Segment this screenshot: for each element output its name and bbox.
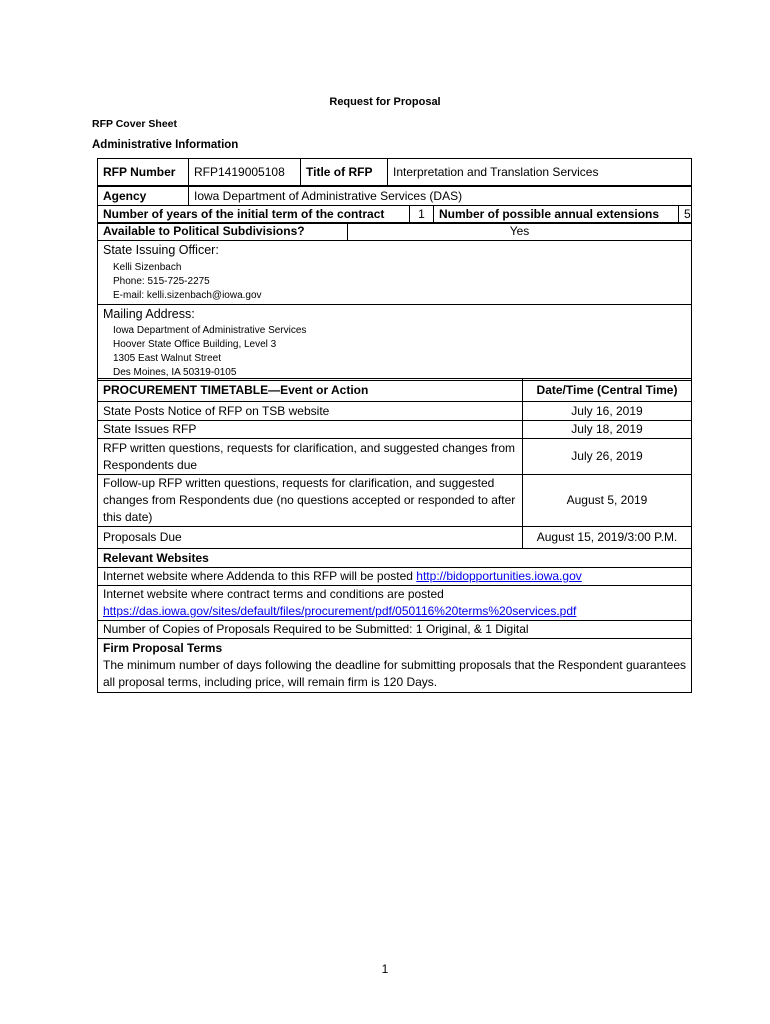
- mailing-line: Hoover State Office Building, Level 3: [113, 339, 277, 350]
- timetable-date: August 5, 2019: [523, 475, 692, 527]
- copies-text: Number of Copies of Proposals Required to be Submitted: 1 Original, & 1 Digital: [98, 621, 692, 639]
- terms-link[interactable]: https://das.iowa.gov/sites/default/files/procurement/pdf/050116%20terms%20services.pdf: [103, 604, 577, 618]
- timetable-event: State Posts Notice of RFP on TSB website: [98, 402, 523, 421]
- mailing-address-label: Mailing Address:: [103, 307, 195, 321]
- procurement-timetable: [97, 378, 692, 549]
- websites-table: [97, 548, 692, 693]
- mailing-line: 1305 East Walnut Street: [113, 353, 222, 364]
- mailing-line: Iowa Department of Administrative Services: [113, 325, 307, 336]
- table-row: [98, 475, 692, 527]
- cover-sheet-heading: RFP Cover Sheet: [92, 118, 177, 130]
- issuing-officer-cell: [98, 241, 692, 305]
- websites-heading: Relevant Websites: [98, 549, 692, 568]
- table-row: [98, 402, 692, 421]
- political-label: Available to Political Subdivisions?: [98, 223, 348, 241]
- political-value: Yes: [348, 223, 692, 241]
- agency-label: Agency: [98, 187, 189, 206]
- officer-phone: Phone: 515-725-2275: [113, 276, 210, 287]
- page-title: Request for Proposal: [329, 96, 441, 108]
- terms-row: [98, 586, 692, 621]
- initial-term-value: 1: [410, 206, 434, 224]
- timetable-date: August 15, 2019/3:00 P.M.: [523, 527, 692, 549]
- rfp-number-value: RFP1419005108: [189, 159, 301, 186]
- addenda-text: Internet website where Addenda to this RFP will be posted: [103, 569, 417, 583]
- addenda-row: [98, 568, 692, 586]
- rfp-number-label: RFP Number: [98, 159, 189, 186]
- addenda-link[interactable]: http://bidopportunities.iowa.gov: [416, 569, 582, 583]
- timetable-event: RFP written questions, requests for clarification, and suggested changes from Respondents due: [98, 439, 523, 475]
- timetable-date: July 26, 2019: [523, 439, 692, 475]
- firm-terms-text: The minimum number of days following the deadline for submitting proposals that the Respondent guarantees all proposal terms, including price, will remain firm is 120 Days.: [103, 658, 687, 689]
- timetable-date: July 18, 2019: [523, 421, 692, 439]
- officer-name: Kelli Sizenbach: [113, 262, 182, 273]
- table-row: [98, 527, 692, 549]
- timetable-event: Follow-up RFP written questions, requests for clarification, and suggested changes from Respondents due (no questions accepted or responded to after this date): [98, 475, 523, 527]
- firm-terms-cell: [98, 639, 692, 693]
- table-row: [98, 439, 692, 475]
- rfp-title-label: Title of RFP: [301, 159, 388, 186]
- agency-value: Iowa Department of Administrative Services (DAS): [189, 187, 692, 206]
- political-table: [97, 222, 692, 241]
- initial-term-label: Number of years of the initial term of the contract: [98, 206, 410, 224]
- extensions-value: 5: [679, 206, 692, 224]
- timetable-event: State Issues RFP: [98, 421, 523, 439]
- extensions-label: Number of possible annual extensions: [434, 206, 679, 224]
- rfp-id-table: [97, 158, 692, 186]
- issuing-officer-label: State Issuing Officer:: [103, 243, 219, 257]
- officer-email: E-mail: kelli.sizenbach@iowa.gov: [113, 290, 262, 301]
- table-row: [98, 421, 692, 439]
- contact-table: [97, 240, 692, 381]
- terms-text: Internet website where contract terms and conditions are posted: [103, 587, 444, 601]
- firm-terms-heading: Firm Proposal Terms: [103, 641, 223, 655]
- rfp-title-value: Interpretation and Translation Services: [388, 159, 692, 186]
- admin-info-heading: Administrative Information: [92, 139, 239, 151]
- timetable-event: Proposals Due: [98, 527, 523, 549]
- timetable-event-header: PROCUREMENT TIMETABLE—Event or Action: [98, 379, 523, 402]
- agency-table: [97, 186, 692, 206]
- page-number: 1: [381, 962, 389, 976]
- mailing-line: Des Moines, IA 50319-0105: [113, 367, 237, 378]
- timetable-date: July 16, 2019: [523, 402, 692, 421]
- mailing-address-cell: [98, 305, 692, 381]
- timetable-date-header: Date/Time (Central Time): [523, 379, 692, 402]
